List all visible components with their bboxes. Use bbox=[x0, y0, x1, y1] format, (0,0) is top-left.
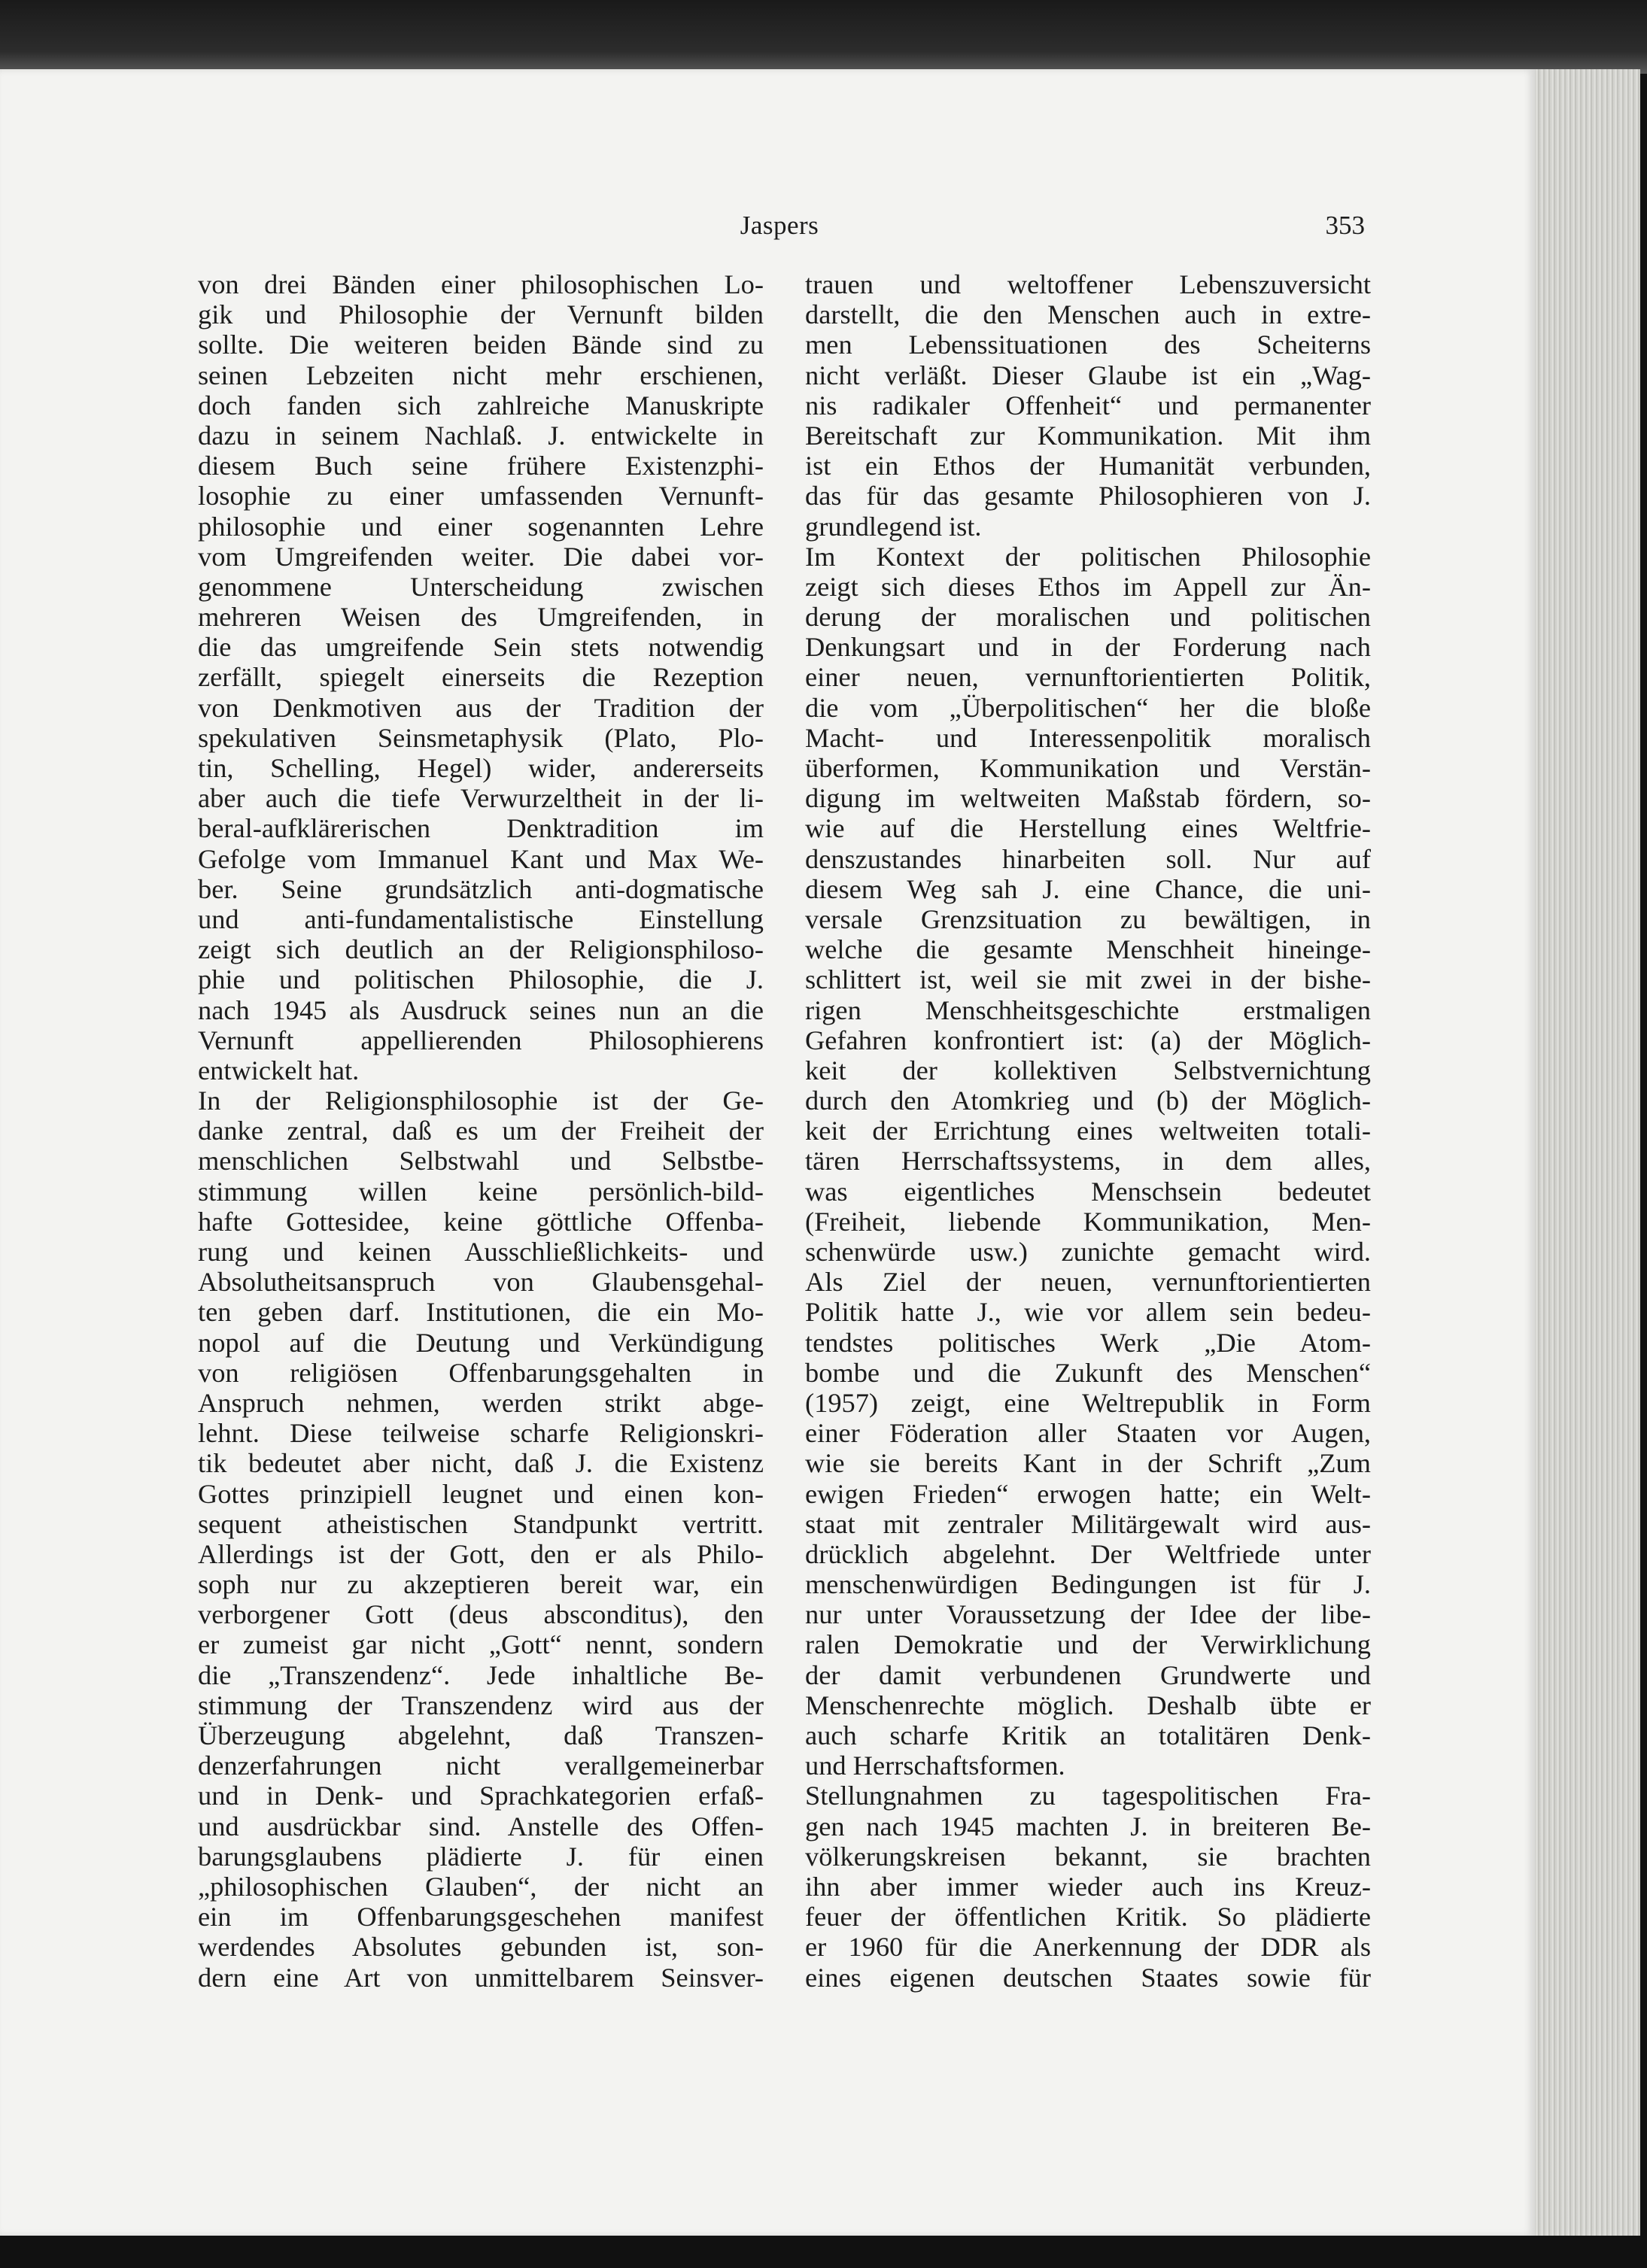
text-line: zeigt sich deutlich an der Religionsphiloso- bbox=[198, 934, 764, 965]
text-line: phie und politischen Philosophie, die J. bbox=[198, 964, 764, 995]
text-line: schenwürde usw.) zunichte gemacht wird. bbox=[805, 1237, 1371, 1267]
text-line: der damit verbundenen Grundwerte und bbox=[805, 1659, 1371, 1690]
text-line: ewigen Frieden“ erwogen hatte; ein Welt- bbox=[805, 1478, 1371, 1509]
text-line: hafte Gottesidee, keine göttliche Offenba- bbox=[198, 1206, 764, 1237]
scan-background bbox=[0, 0, 1647, 74]
text-line: von religiösen Offenbarungsgehalten in bbox=[198, 1357, 764, 1388]
text-line: rung und keinen Ausschließlichkeits- und bbox=[198, 1237, 764, 1267]
text-line: doch fanden sich zahlreiche Manuskripte bbox=[198, 390, 764, 421]
text-line: Vernunft appellierenden Philosophierens bbox=[198, 1025, 764, 1055]
text-line: ist ein Ethos der Humanität verbunden, bbox=[805, 451, 1371, 481]
text-line: Gefolge vom Immanuel Kant und Max We- bbox=[198, 843, 764, 874]
text-line: schlittert ist, weil sie mit zwei in der bishe- bbox=[805, 964, 1371, 995]
text-line: Macht- und Interessenpolitik moralisch bbox=[805, 722, 1371, 753]
text-column-left bbox=[198, 269, 764, 1993]
text-line: barungsglaubens plädierte J. für einen bbox=[198, 1841, 764, 1872]
text-line: Als Ziel der neuen, vernunftorientierten bbox=[805, 1267, 1371, 1298]
text-line: werdendes Absolutes gebunden ist, son- bbox=[198, 1932, 764, 1963]
text-line: tären Herrschaftssystems, in dem alles, bbox=[805, 1146, 1371, 1177]
text-line: Menschenrechte möglich. Deshalb übte er bbox=[805, 1690, 1371, 1720]
text-line: völkerungskreisen bekannt, sie brachten bbox=[805, 1841, 1371, 1872]
running-header bbox=[194, 211, 1365, 248]
text-line: digung im weltweiten Maßstab fördern, so- bbox=[805, 783, 1371, 814]
text-line: philosophie und einer sogenannten Lehre bbox=[198, 511, 764, 542]
text-line: nach 1945 als Ausdruck seines nun an die bbox=[198, 994, 764, 1025]
text-line: menschlichen Selbstwahl und Selbstbe- bbox=[198, 1146, 764, 1177]
text-line: Bereitschaft zur Kommunikation. Mit ihm bbox=[805, 420, 1371, 451]
text-line: denszustandes hinarbeiten soll. Nur auf bbox=[805, 843, 1371, 874]
text-line: genommene Unterscheidung zwischen bbox=[198, 571, 764, 602]
text-line: sequent atheistischen Standpunkt vertritt. bbox=[198, 1508, 764, 1539]
text-line: menschenwürdigen Bedingungen ist für J. bbox=[805, 1569, 1371, 1600]
text-line: lehnt. Diese teilweise scharfe Religionskri- bbox=[198, 1418, 764, 1449]
text-line: losophie zu einer umfassenden Vernunft- bbox=[198, 481, 764, 512]
text-line: trauen und weltoffener Lebenszuversicht bbox=[805, 269, 1371, 299]
text-line: einer Föderation aller Staaten vor Augen, bbox=[805, 1418, 1371, 1449]
text-line: danke zentral, daß es um der Freiheit der bbox=[198, 1116, 764, 1146]
text-line: entwickelt hat. bbox=[198, 1055, 360, 1085]
text-line: sollte. Die weiteren beiden Bände sind zu bbox=[198, 329, 764, 360]
running-head-title: Jaspers bbox=[740, 211, 819, 240]
text-line: ber. Seine grundsätzlich anti-dogmatische bbox=[198, 873, 764, 904]
text-line: In der Religionsphilosophie ist der Ge- bbox=[198, 1085, 764, 1116]
text-line: Anspruch nehmen, werden strikt abge- bbox=[198, 1387, 764, 1418]
text-line: keit der kollektiven Selbstvernichtung bbox=[805, 1055, 1371, 1085]
text-line: er zumeist gar nicht „Gott“ nennt, sondern bbox=[198, 1629, 764, 1660]
text-line: ten geben darf. Institutionen, die ein Mo- bbox=[198, 1297, 764, 1328]
text-line: bombe und die Zukunft des Menschen“ bbox=[805, 1357, 1371, 1388]
text-line: tik bedeutet aber nicht, daß J. die Existenz bbox=[198, 1448, 764, 1479]
text-line: die „Transzendenz“. Jede inhaltliche Be- bbox=[198, 1659, 764, 1690]
text-line: zeigt sich dieses Ethos im Appell zur Än- bbox=[805, 571, 1371, 602]
text-line: ihn aber immer wieder auch ins Kreuz- bbox=[805, 1871, 1371, 1902]
text-line: durch den Atomkrieg und (b) der Möglich- bbox=[805, 1085, 1371, 1116]
text-line: Allerdings ist der Gott, den er als Philo- bbox=[198, 1538, 764, 1569]
text-line: rigen Menschheitsgeschichte erstmaligen bbox=[805, 994, 1371, 1025]
text-line: spekulativen Seinsmetaphysik (Plato, Plo- bbox=[198, 722, 764, 753]
text-line: wie sie bereits Kant in der Schrift „Zum bbox=[805, 1448, 1371, 1479]
text-line: überformen, Kommunikation und Verstän- bbox=[805, 753, 1371, 783]
text-line: Stellungnahmen zu tagespolitischen Fra- bbox=[805, 1781, 1371, 1811]
text-line: auch scharfe Kritik an totalitären Denk- bbox=[805, 1720, 1371, 1750]
text-line: Denkungsart und in der Forderung nach bbox=[805, 632, 1371, 663]
text-line: stimmung der Transzendenz wird aus der bbox=[198, 1690, 764, 1720]
text-line: das für das gesamte Philosophieren von J. bbox=[805, 481, 1371, 512]
text-line: feuer der öffentlichen Kritik. So plädierte bbox=[805, 1902, 1371, 1933]
text-line: (1957) zeigt, eine Weltrepublik in Form bbox=[805, 1387, 1371, 1418]
text-line: von Denkmotiven aus der Tradition der bbox=[198, 692, 764, 723]
text-column-right bbox=[805, 269, 1371, 1993]
text-line: aber auch die tiefe Verwurzeltheit in der li- bbox=[198, 783, 764, 814]
text-line: keit der Errichtung eines weltweiten totali- bbox=[805, 1116, 1371, 1146]
text-line: und ausdrückbar sind. Anstelle des Offen- bbox=[198, 1811, 764, 1841]
page-number: 353 bbox=[1325, 211, 1365, 240]
text-line: mehreren Weisen des Umgreifenden, in bbox=[198, 602, 764, 633]
text-line: nis radikaler Offenheit“ und permanenter bbox=[805, 390, 1371, 421]
text-line: von drei Bänden einer philosophischen Lo- bbox=[198, 269, 764, 299]
text-line: men Lebenssituationen des Scheiterns bbox=[805, 329, 1371, 360]
text-line: eines eigenen deutschen Staates sowie für bbox=[805, 1962, 1371, 1993]
text-line: Überzeugung abgelehnt, daß Transzen- bbox=[198, 1720, 764, 1750]
text-line: wie auf die Herstellung eines Weltfrie- bbox=[805, 813, 1371, 844]
text-line: soph nur zu akzeptieren bereit war, ein bbox=[198, 1569, 764, 1600]
text-line: und anti-fundamentalistische Einstellung bbox=[198, 903, 764, 934]
text-line: die vom „Überpolitischen“ her die bloße bbox=[805, 692, 1371, 723]
text-line: ralen Demokratie und der Verwirklichung bbox=[805, 1629, 1371, 1660]
text-line: nopol auf die Deutung und Verkündigung bbox=[198, 1327, 764, 1358]
text-line: gik und Philosophie der Vernunft bilden bbox=[198, 299, 764, 330]
text-line: vom Umgreifenden weiter. Die dabei vor- bbox=[198, 541, 764, 572]
text-line: dazu in seinem Nachlaß. J. entwickelte in bbox=[198, 420, 764, 451]
text-line: er 1960 für die Anerkennung der DDR als bbox=[805, 1932, 1371, 1963]
text-line: einer neuen, vernunftorientierten Politik, bbox=[805, 662, 1371, 693]
text-line: zerfällt, spiegelt einerseits die Rezeption bbox=[198, 662, 764, 693]
text-line: nur unter Voraussetzung der Idee der libe- bbox=[805, 1599, 1371, 1630]
text-line: staat mit zentraler Militärgewalt wird aus- bbox=[805, 1508, 1371, 1539]
text-line: diesem Buch seine frühere Existenzphi- bbox=[198, 451, 764, 481]
text-line: und in Denk- und Sprachkategorien erfaß- bbox=[198, 1781, 764, 1811]
text-line: darstellt, die den Menschen auch in extre- bbox=[805, 299, 1371, 330]
text-line: ein im Offenbarungsgeschehen manifest bbox=[198, 1902, 764, 1933]
text-line: die das umgreifende Sein stets notwendig bbox=[198, 632, 764, 663]
text-line: drücklich abgelehnt. Der Weltfriede unter bbox=[805, 1538, 1371, 1569]
text-line: seinen Lebzeiten nicht mehr erschienen, bbox=[198, 360, 764, 390]
text-line: dern eine Art von unmittelbarem Seinsver- bbox=[198, 1962, 764, 1993]
text-line: welche die gesamte Menschheit hineinge- bbox=[805, 934, 1371, 965]
text-line: Gottes prinzipiell leugnet und einen kon- bbox=[198, 1478, 764, 1509]
text-line: Politik hatte J., wie vor allem sein bedeu- bbox=[805, 1297, 1371, 1328]
text-line: derung der moralischen und politischen bbox=[805, 602, 1371, 633]
text-line: Absolutheitsanspruch von Glaubensgehal- bbox=[198, 1267, 764, 1298]
page-stack-edge bbox=[1535, 69, 1640, 2236]
text-line: tendstes politisches Werk „Die Atom- bbox=[805, 1327, 1371, 1358]
text-line: gen nach 1945 machten J. in breiteren Be- bbox=[805, 1811, 1371, 1841]
text-line: denzerfahrungen nicht verallgemeinerbar bbox=[198, 1750, 764, 1781]
text-line: und Herrschaftsformen. bbox=[805, 1750, 1065, 1781]
text-line: diesem Weg sah J. eine Chance, die uni- bbox=[805, 873, 1371, 904]
text-line: Gefahren konfrontiert ist: (a) der Möglich- bbox=[805, 1025, 1371, 1055]
text-line: nicht verläßt. Dieser Glaube ist ein „Wag- bbox=[805, 360, 1371, 390]
text-line: beral-aufklärerischen Denktradition im bbox=[198, 813, 764, 844]
text-line: (Freiheit, liebende Kommunikation, Men- bbox=[805, 1206, 1371, 1237]
text-line: versale Grenzsituation zu bewältigen, in bbox=[805, 903, 1371, 934]
text-line: verborgener Gott (deus absconditus), den bbox=[198, 1599, 764, 1630]
text-line: tin, Schelling, Hegel) wider, andererseits bbox=[198, 753, 764, 783]
text-line: grundlegend ist. bbox=[805, 511, 982, 542]
text-line: Im Kontext der politischen Philosophie bbox=[805, 541, 1371, 572]
text-line: was eigentliches Menschsein bedeutet bbox=[805, 1176, 1371, 1207]
text-line: „philosophischen Glauben“, der nicht an bbox=[198, 1871, 764, 1902]
text-line: stimmung willen keine persönlich-bild- bbox=[198, 1176, 764, 1207]
